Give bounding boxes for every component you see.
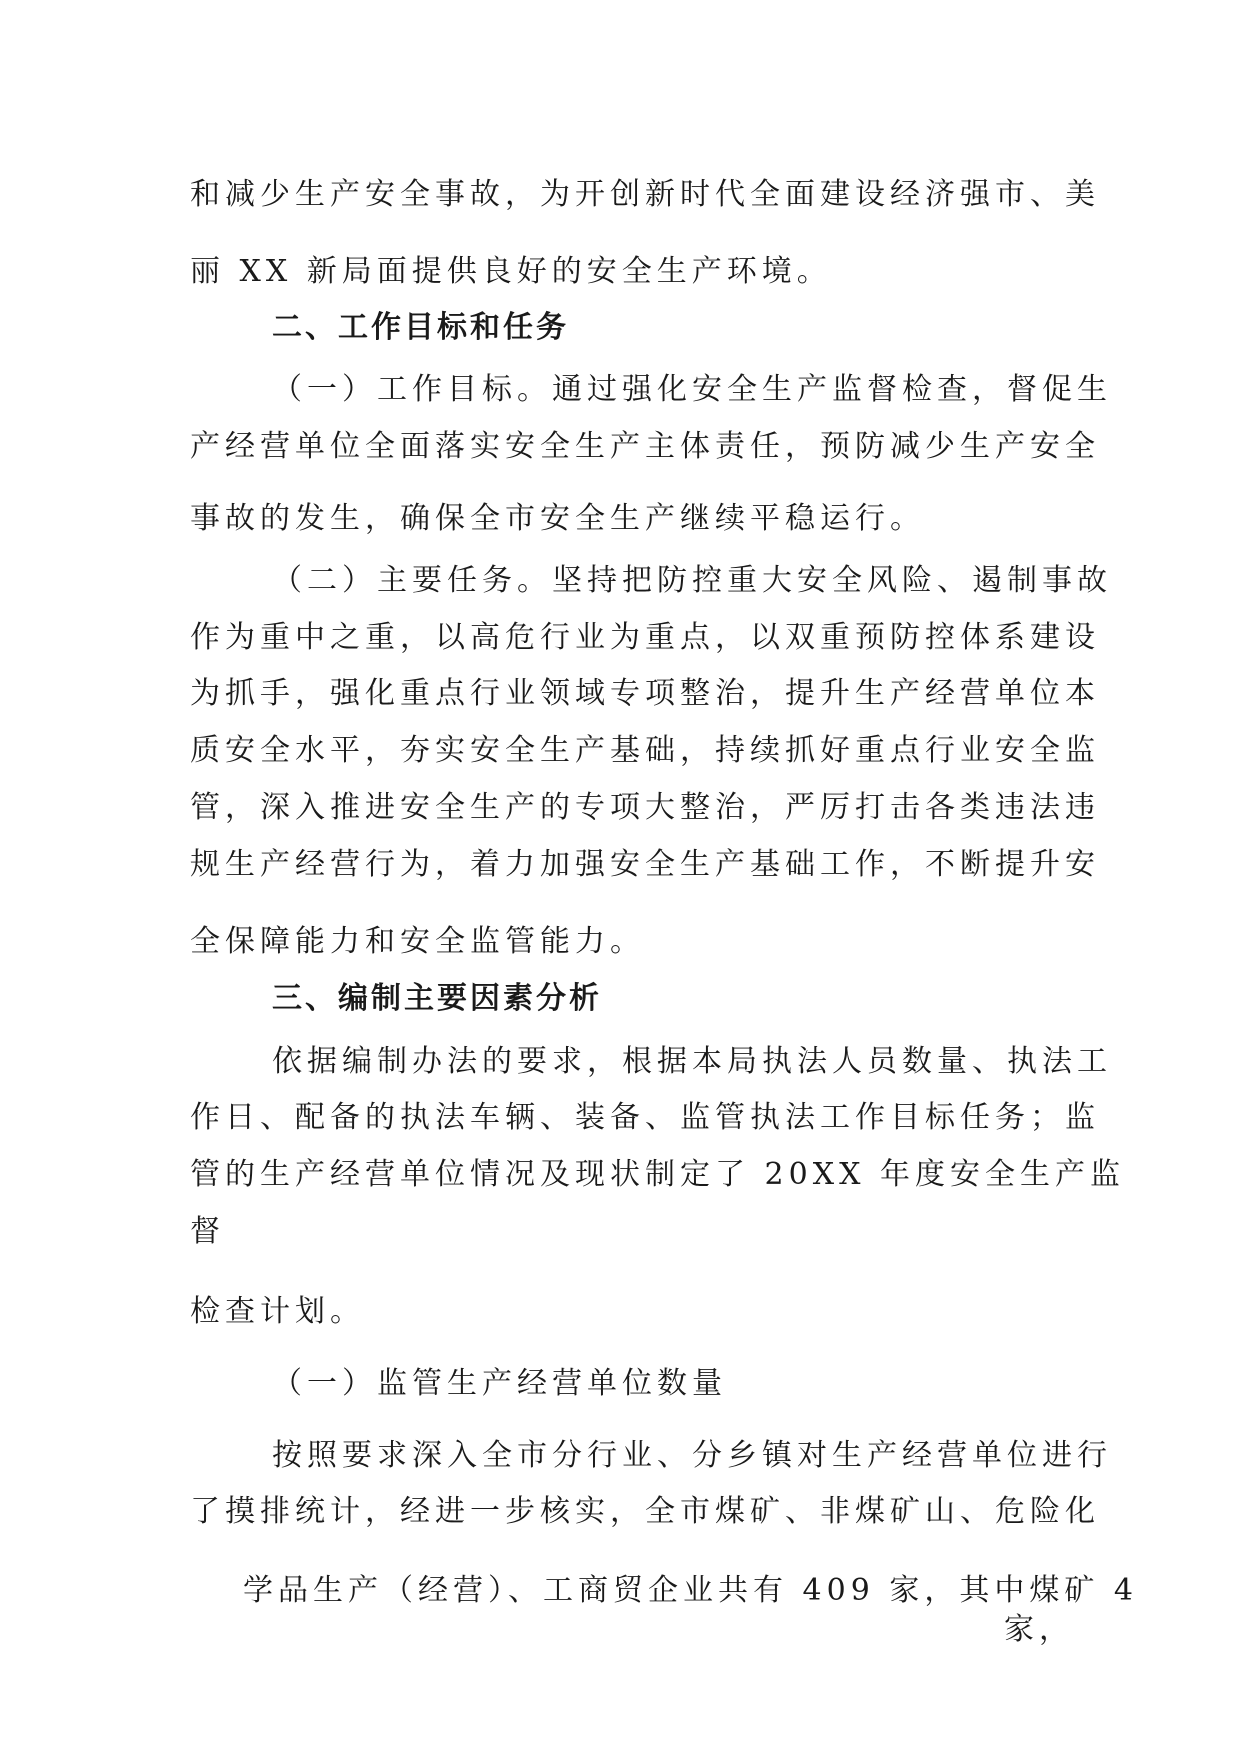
section-heading-analysis: 三、编制主要因素分析 (272, 980, 602, 1016)
paragraph-line: 依据编制办法的要求，根据本局执法人员数量、执法工 (272, 1044, 1112, 1079)
paragraph-line: 全保障能力和安全监管能力。 (190, 924, 645, 959)
paragraph-line: 按照要求深入全市分行业、分乡镇对生产经营单位进行 (272, 1438, 1112, 1473)
paragraph-line: 质安全水平，夯实安全生产基础，持续抓好重点行业安全监 (190, 733, 1100, 768)
paragraph-line: （一）工作目标。通过强化安全生产监督检查，督促生 (272, 372, 1112, 407)
paragraph-line: 产经营单位全面落实安全生产主体责任，预防减少生产安全 (190, 429, 1100, 464)
paragraph-line: 家， (1004, 1612, 1074, 1647)
paragraph-line: 作日、配备的执法车辆、装备、监管执法工作目标任务；监 (190, 1100, 1100, 1135)
paragraph-line: 丽 XX 新局面提供良好的安全生产环境。 (190, 254, 832, 289)
paragraph-line: 事故的发生，确保全市安全生产继续平稳运行。 (190, 501, 925, 536)
paragraph-line: 管，深入推进安全生产的专项大整治，严厉打击各类违法违 (190, 790, 1100, 825)
section-heading-goals: 二、工作目标和任务 (272, 309, 569, 345)
paragraph-line: 了摸排统计，经进一步核实，全市煤矿、非煤矿山、危险化 (190, 1494, 1100, 1529)
paragraph-line: 规生产经营行为，着力加强安全生产基础工作，不断提升安 (190, 847, 1100, 882)
paragraph-line: 和减少生产安全事故，为开创新时代全面建设经济强市、美 (190, 177, 1100, 212)
paragraph-line: 作为重中之重，以高危行业为重点，以双重预防控体系建设 (190, 620, 1100, 655)
subsection-heading: （一）监管生产经营单位数量 (272, 1366, 727, 1401)
paragraph-line: 检查计划。 (190, 1294, 365, 1329)
paragraph-line: 管的生产经营单位情况及现状制定了 20XX 年度安全生产监 (190, 1157, 1125, 1192)
paragraph-line: （二）主要任务。坚持把防控重大安全风险、遏制事故 (272, 563, 1112, 598)
paragraph-line: 为抓手，强化重点行业领域专项整治，提升生产经营单位本 (190, 676, 1100, 711)
paragraph-line: 学品生产（经营）、工商贸企业共有 409 家，其中煤矿 4 (243, 1573, 1138, 1608)
paragraph-line: 督 (190, 1214, 225, 1249)
